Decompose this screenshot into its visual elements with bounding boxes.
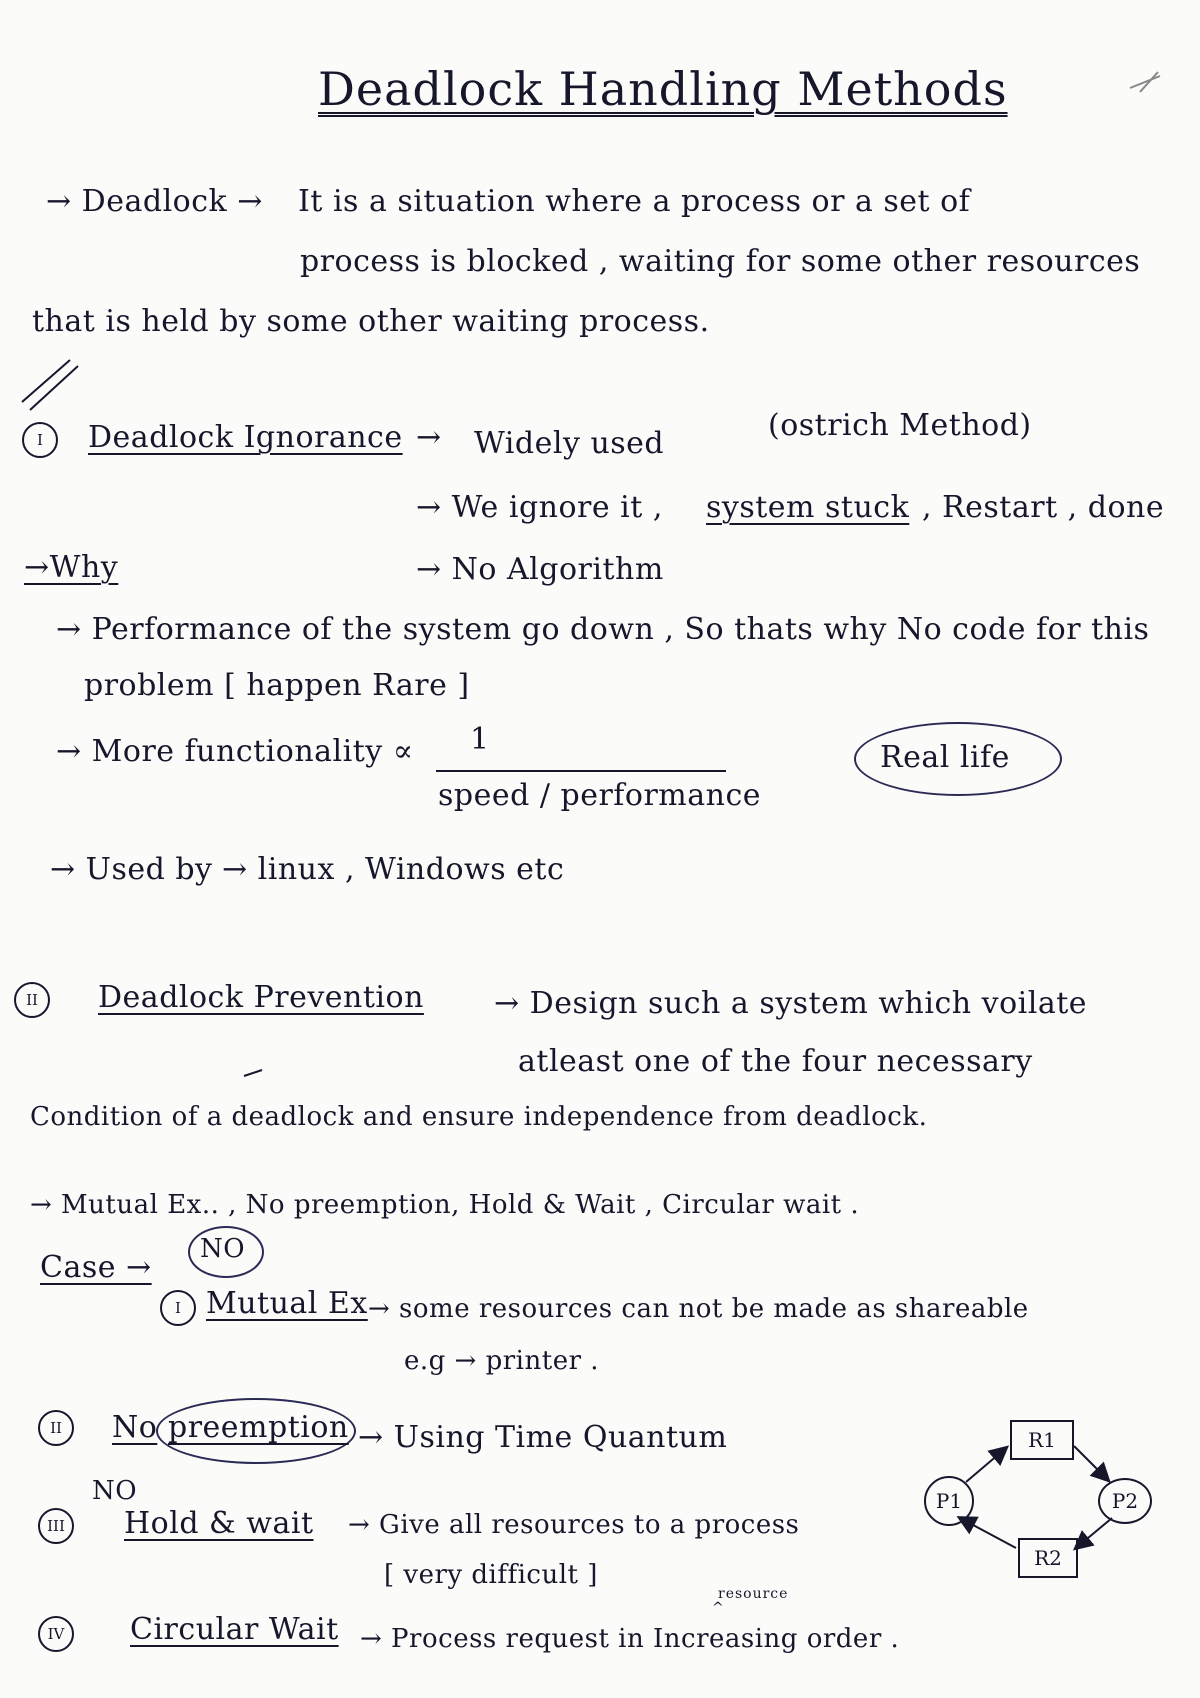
case-4-desc: → Process request in Increasing order .	[360, 1624, 900, 1654]
case-1-desc: → some resources can not be made as shareable	[368, 1294, 1029, 1324]
conditions-list: → Mutual Ex.. , No preemption, Hold & Wait , Circular wait .	[30, 1190, 860, 1220]
case-4-numeral: IV	[38, 1616, 74, 1652]
case-3-desc: → Give all resources to a process	[348, 1510, 800, 1540]
node-p1: P1	[924, 1476, 974, 1526]
case-2-name-circled: preemption	[168, 1410, 349, 1445]
no-mark-2: NO	[92, 1476, 138, 1506]
fraction-denominator: speed / performance	[438, 778, 762, 813]
system-stuck-text: system stuck	[706, 490, 910, 525]
arrow-p1-r1	[966, 1448, 1006, 1482]
definition-line-3: that is held by some other waiting process.	[32, 304, 710, 339]
section-1-arrow: →	[416, 420, 442, 455]
case-4-caret: ^	[712, 1600, 725, 1616]
arrow-r2-p1	[960, 1518, 1016, 1548]
case-4-name: Circular Wait	[130, 1612, 339, 1647]
definition-line-1: It is a situation where a process or a set of	[298, 184, 971, 219]
node-r2: R2	[1018, 1538, 1078, 1578]
prevention-line-3: Condition of a deadlock and ensure independence from deadlock.	[30, 1102, 928, 1132]
section-2-numeral: II	[14, 982, 50, 1018]
case-2-name-prefix: No	[112, 1410, 158, 1445]
page-title: Deadlock Handling Methods	[318, 62, 1008, 116]
case-1-numeral: I	[160, 1290, 196, 1326]
definition-line-2: process is blocked , waiting for some other resources	[300, 244, 1141, 279]
section-2-heading: Deadlock Prevention	[98, 980, 424, 1015]
case-3-name: Hold & wait	[124, 1506, 314, 1541]
performance-line-1: → Performance of the system go down , So thats why No code for this	[56, 612, 1150, 647]
case-2-desc: → Using Time Quantum	[358, 1420, 728, 1455]
case-4-insert-note: resource	[718, 1586, 789, 1602]
arrow-p2-r2	[1076, 1518, 1112, 1548]
case-1-example: e.g → printer .	[404, 1346, 600, 1376]
prevention-line-1: → Design such a system which voilate	[494, 986, 1088, 1021]
why-label: →Why	[24, 550, 119, 585]
ostrich-method-text: (ostrich Method)	[768, 408, 1032, 443]
node-p2: P2	[1098, 1478, 1152, 1524]
used-by-list: → linux , Windows etc	[222, 852, 565, 887]
widely-used-text: Widely used	[474, 426, 665, 461]
fraction-numerator: 1	[470, 722, 490, 757]
prevention-line-2: atleast one of the four necessary	[518, 1044, 1033, 1079]
arrow-r1-p2	[1074, 1446, 1108, 1480]
section-1-heading: Deadlock Ignorance	[88, 420, 403, 455]
real-life-text: Real life	[880, 740, 1010, 775]
case-label: Case →	[40, 1250, 152, 1285]
ignore-text: → We ignore it ,	[416, 490, 663, 525]
case-1-name: Mutual Ex	[206, 1286, 368, 1321]
no-mark-1: NO	[200, 1234, 246, 1264]
case-2-numeral: II	[38, 1410, 74, 1446]
used-by-label: → Used by	[50, 852, 213, 887]
node-r1: R1	[1010, 1420, 1074, 1460]
definition-lead: → Deadlock →	[46, 184, 263, 219]
section-1-numeral: I	[22, 422, 58, 458]
no-algorithm-text: → No Algorithm	[416, 552, 664, 587]
case-3-difficulty: [ very difficult ]	[384, 1560, 598, 1590]
case-3-numeral: III	[38, 1508, 74, 1544]
restart-done-text: , Restart , done	[922, 490, 1165, 525]
performance-line-2: problem [ happen Rare ]	[84, 668, 470, 703]
functionality-text: → More functionality ∝	[56, 734, 414, 769]
